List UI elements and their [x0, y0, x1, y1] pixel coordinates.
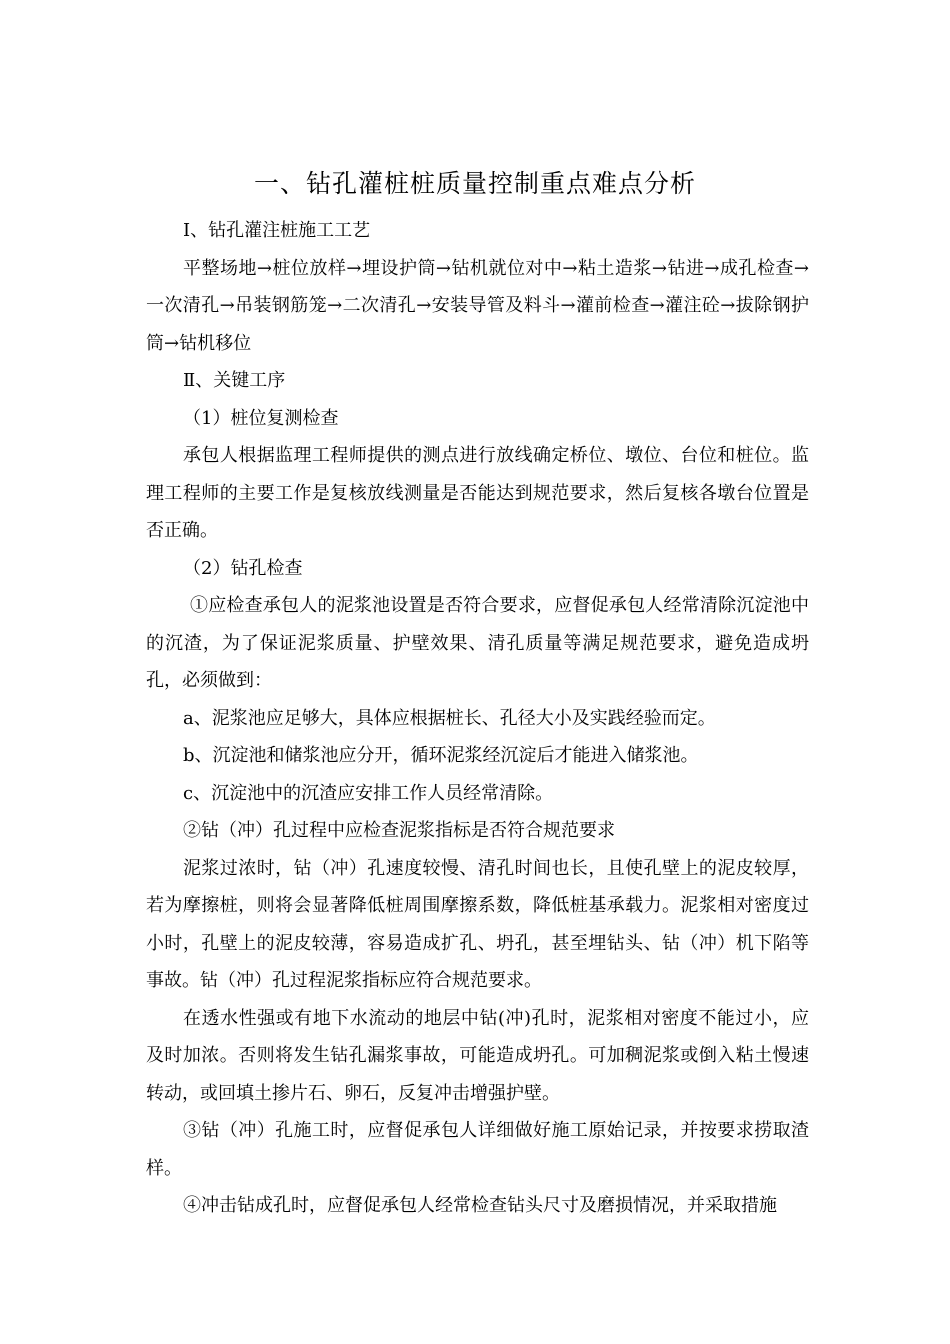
- section-heading-key-steps: Ⅱ、关键工序: [183, 370, 286, 391]
- section-heading-process: Ⅰ、钻孔灌注桩施工工艺: [183, 220, 371, 241]
- mud-index-heading: ②钻（冲）孔过程中应检查泥浆指标是否符合规范要求: [183, 820, 615, 841]
- list-item-c: c、沉淀池中的沉渣应安排工作人员经常清除。: [183, 782, 554, 804]
- subheading-drilling-check: （2）钻孔检查: [183, 557, 303, 579]
- mud-pit-paragraph: ①应检查承包人的泥浆池设置是否符合要求，应督促承包人经常清除沉淀池中的沉渣，为了保证泥浆质量、护壁效果、清孔质量等满足规范要求，避免造成坍孔，必须做到：: [146, 595, 809, 691]
- mud-density-paragraph: 泥浆过浓时，钻（冲）孔速度较慢、清孔时间也长，且使孔壁上的泥皮较厚，若为摩擦桩，则将会显著降低桩周围摩擦系数，降低桩基承载力。泥浆相对密度过小时，孔壁上的泥皮较薄，容易造成扩孔、坍孔，甚至埋钻头、钻（冲）机下陷等事故。钻（冲）孔过程泥浆指标应符合规范要求。: [146, 857, 809, 991]
- document-body: [146, 212, 809, 1225]
- process-flow-paragraph: 平整场地→桩位放样→埋设护筒→钻机就位对中→粘土造浆→钻进→成孔检查→一次清孔→吊装钢筋笼→二次清孔→安装导管及料斗→灌前检查→灌注砼→拔除钢护筒→钻机移位: [146, 257, 809, 354]
- pile-position-paragraph: 承包人根据监理工程师提供的测点进行放线确定桥位、墩位、台位和桩位。监理工程师的主要工作是复核放线测量是否能达到规范要求，然后复核各墩台位置是否正确。: [146, 445, 809, 541]
- permeable-layer-paragraph: 在透水性强或有地下水流动的地层中钻(冲)孔时，泥浆相对密度不能过小，应及时加浓。否则将发生钻孔漏浆事故，可能造成坍孔。可加稠泥浆或倒入粘土慢速转动，或回填土掺片石、卵石，反复冲击增强护壁。: [146, 1007, 809, 1104]
- document-title: 一、钻孔灌桩桩质量控制重点难点分析: [253, 169, 696, 198]
- construction-records-paragraph: ③钻（冲）孔施工时，应督促承包人详细做好施工原始记录，并按要求捞取渣样。: [146, 1120, 809, 1179]
- drill-bit-check-paragraph: ④冲击钻成孔时，应督促承包人经常检查钻头尺寸及磨损情况，并采取措施: [183, 1195, 777, 1216]
- list-item-a: a、泥浆池应足够大，具体应根据桩长、孔径大小及实践经验而定。: [183, 707, 716, 729]
- subheading-pile-position-check: （1）桩位复测检查: [183, 407, 339, 429]
- list-item-b: b、沉淀池和储浆池应分开，循环泥浆经沉淀后才能进入储浆池。: [183, 745, 699, 766]
